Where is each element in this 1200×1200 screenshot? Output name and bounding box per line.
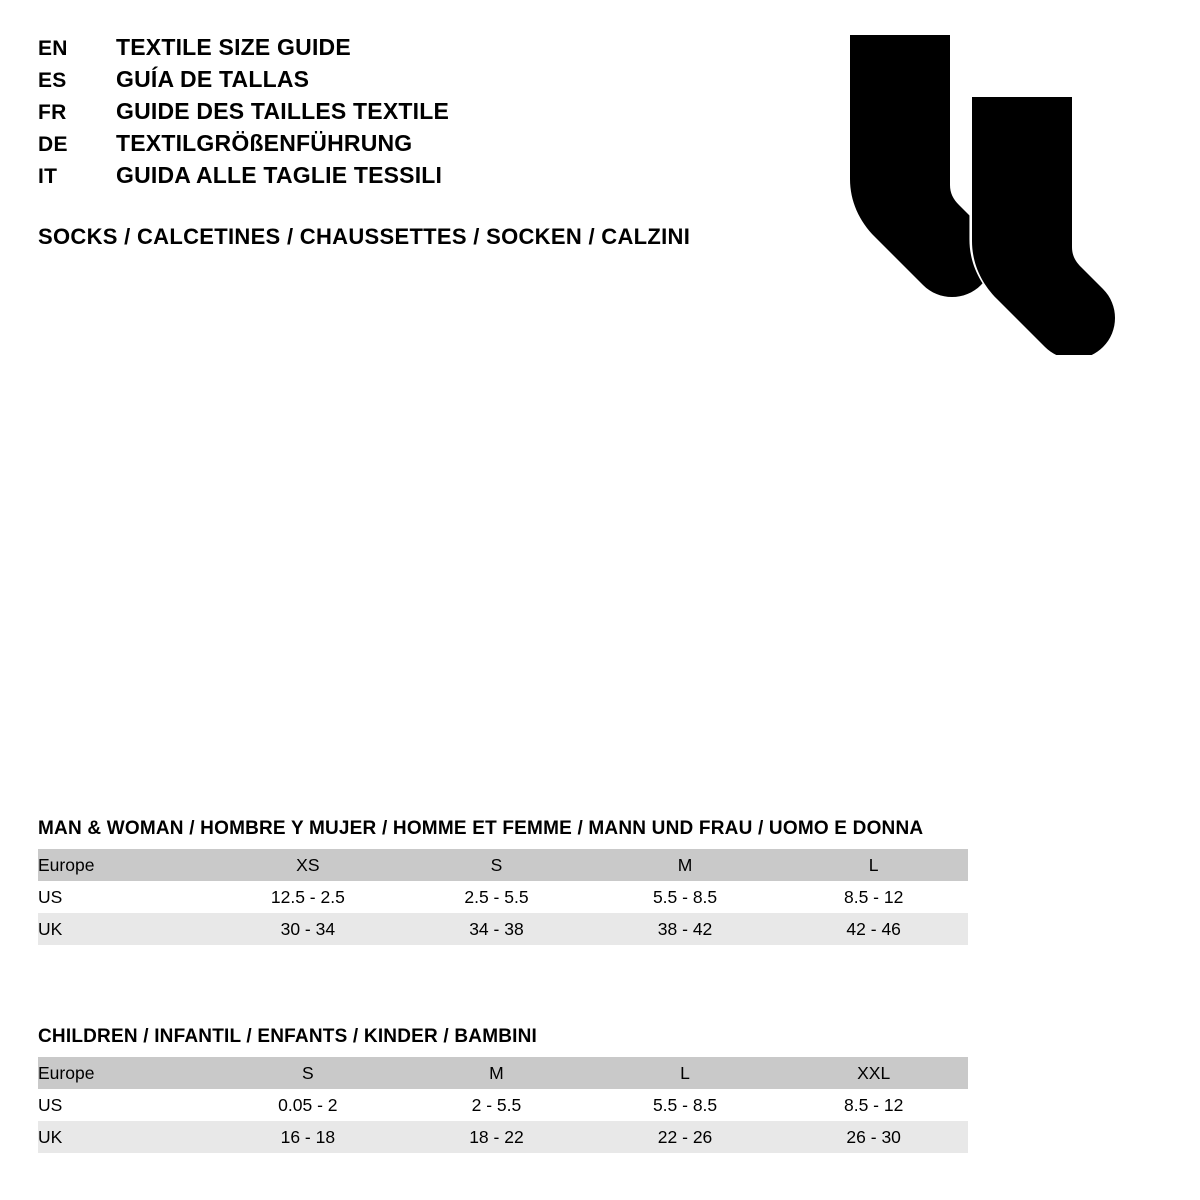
table-cell: M: [402, 1057, 591, 1089]
table-cell: 38 - 42: [591, 913, 780, 945]
table-cell: S: [402, 849, 591, 881]
language-title: GUIDE DES TAILLES TEXTILE: [116, 98, 449, 124]
language-title: GUÍA DE TALLAS: [116, 66, 310, 92]
size-section-man-woman: [38, 818, 968, 945]
language-row: [38, 162, 449, 194]
table-cell: 0.05 - 2: [214, 1089, 403, 1121]
table-cell: 22 - 26: [591, 1121, 780, 1153]
size-table-children: [38, 1057, 968, 1153]
table-cell: 42 - 46: [779, 913, 968, 945]
row-label: UK: [38, 1121, 214, 1153]
language-row: [38, 98, 449, 130]
table-cell: 34 - 38: [402, 913, 591, 945]
language-row: [38, 130, 449, 162]
table-cell: 18 - 22: [402, 1121, 591, 1153]
language-code: DE: [38, 133, 68, 156]
language-code: ES: [38, 69, 67, 92]
size-section-children: [38, 1026, 968, 1153]
table-cell: 8.5 - 12: [779, 881, 968, 913]
socks-pair-icon: [800, 25, 1130, 355]
row-label: US: [38, 1089, 214, 1121]
table-cell: 8.5 - 12: [779, 1089, 968, 1121]
table-row: [38, 1089, 968, 1121]
table-row: [38, 881, 968, 913]
table-cell: 30 - 34: [214, 913, 403, 945]
language-code: EN: [38, 37, 68, 60]
table-cell: 2 - 5.5: [402, 1089, 591, 1121]
table-row: [38, 1121, 968, 1153]
row-label: Europe: [38, 849, 214, 881]
product-category-heading: SOCKS / CALCETINES / CHAUSSETTES / SOCKEN / CALZINI: [38, 224, 691, 249]
table-row: [38, 913, 968, 945]
table-cell: XS: [214, 849, 403, 881]
table-row: [38, 1057, 968, 1089]
section-title: MAN & WOMAN / HOMBRE Y MUJER / HOMME ET FEMME / MANN UND FRAU / UOMO E DONNA: [38, 818, 924, 839]
table-cell: 5.5 - 8.5: [591, 1089, 780, 1121]
table-cell: S: [214, 1057, 403, 1089]
language-row: [38, 34, 449, 66]
language-code: FR: [38, 101, 67, 124]
table-cell: 2.5 - 5.5: [402, 881, 591, 913]
language-code: IT: [38, 165, 58, 188]
table-cell: L: [779, 849, 968, 881]
table-cell: XXL: [779, 1057, 968, 1089]
table-row: [38, 849, 968, 881]
language-row: [38, 66, 449, 98]
row-label: Europe: [38, 1057, 214, 1089]
table-cell: 16 - 18: [214, 1121, 403, 1153]
table-cell: 26 - 30: [779, 1121, 968, 1153]
table-cell: L: [591, 1057, 780, 1089]
row-label: UK: [38, 913, 214, 945]
row-label: US: [38, 881, 214, 913]
language-title: TEXTILE SIZE GUIDE: [116, 34, 351, 60]
section-title: CHILDREN / INFANTIL / ENFANTS / KINDER / BAMBINI: [38, 1026, 538, 1047]
size-table-man-woman: [38, 849, 968, 945]
language-list: [38, 34, 449, 194]
language-title: GUIDA ALLE TAGLIE TESSILI: [116, 162, 443, 188]
table-cell: 12.5 - 2.5: [214, 881, 403, 913]
language-title: TEXTILGRÖßENFÜHRUNG: [116, 130, 413, 156]
table-cell: M: [591, 849, 780, 881]
table-cell: 5.5 - 8.5: [591, 881, 780, 913]
